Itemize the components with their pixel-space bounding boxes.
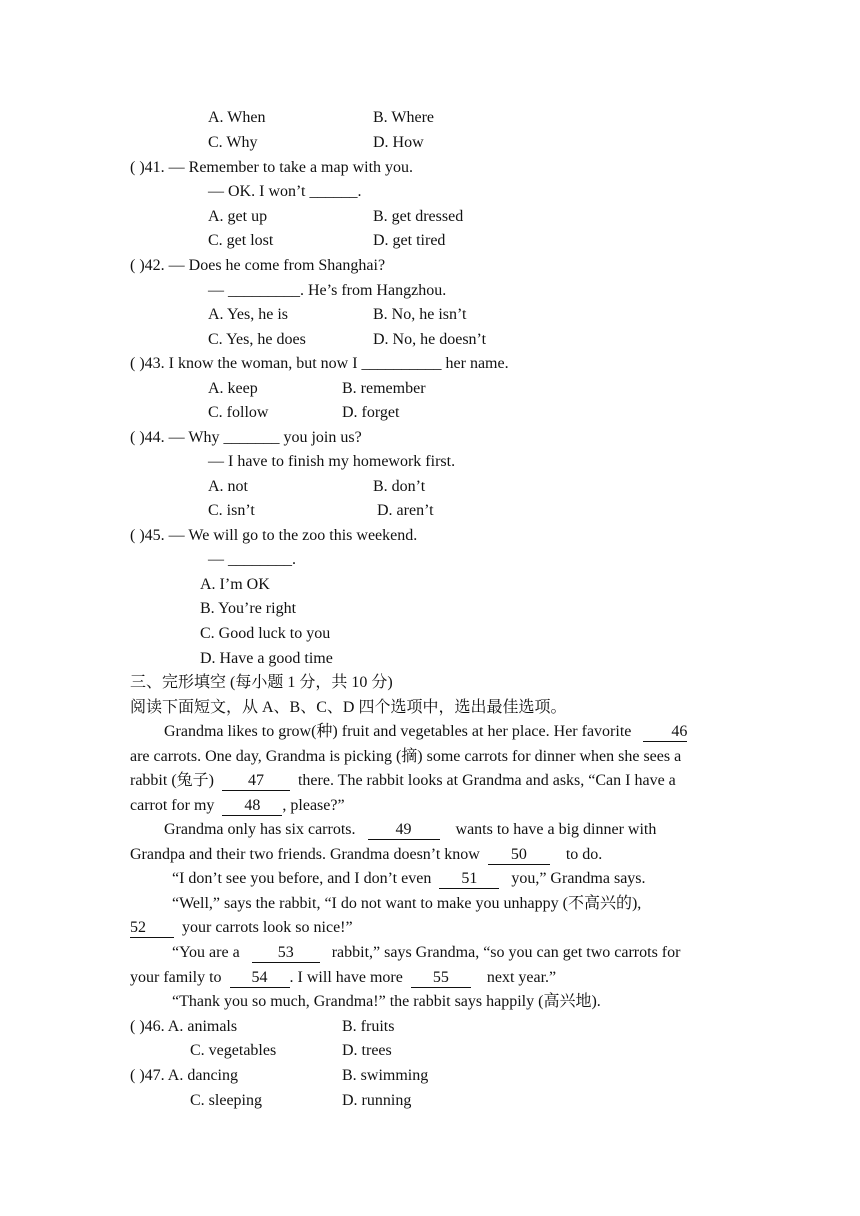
passage-line [164,820,656,840]
blank-54: 54 [230,969,290,988]
option-a: A. animals [167,1018,238,1035]
blank-46: 46 [643,723,687,742]
question-line: — ________. [208,551,296,568]
passage-line: “Thank you so much, Grandma!” the rabbit says happily (高兴地). [172,993,601,1010]
passage-text: rabbit,” says Grandma, “so you can get two carrots for [331,944,681,961]
passage-text: next year.” [486,969,557,986]
option-b: B. Where [373,109,435,126]
passage-text: , please?” [282,797,345,814]
passage-text: Grandma likes to grow(种) fruit and vegetables at her place. Her favorite [164,723,632,740]
option-c: C. Yes, he does [208,331,306,348]
question-number: ( )47. [130,1067,168,1084]
passage-line [130,796,345,816]
section-instruction: 阅读下面短文，从 A、B、C、D 四个选项中，选出最佳选项。 [130,699,567,716]
passage-text: . I will have more [289,969,403,986]
blank-51: 51 [439,870,499,889]
option-b: B. fruits [342,1018,395,1035]
passage-text: “I don’t see you before, and I don’t even [172,870,432,887]
question-number: ( )46. [130,1018,168,1035]
passage-text: carrot for my [130,797,215,814]
blank-50: 50 [488,846,550,865]
option-c: C. vegetables [190,1042,277,1059]
option-d: D. No, he doesn’t [373,331,487,348]
question-line: — _________. He’s from Hangzhou. [208,282,447,299]
passage-text: your carrots look so nice!” [182,919,353,936]
passage-line [130,845,602,865]
question-number: ( )41. [130,159,169,176]
option-d: D. running [342,1092,412,1109]
question-line: — OK. I won’t ______. [208,183,362,200]
cloze-question-46 [130,1017,237,1037]
passage-text: rabbit (兔子) [130,772,214,789]
option-b: B. No, he isn’t [373,306,467,323]
question-stem: I know the woman, but now I __________ her name. [168,355,509,372]
question-stem: — Does he come from Shanghai? [168,257,386,274]
passage-text: Grandpa and their two friends. Grandma doesn’t know [130,846,480,863]
option-b: B. You’re right [200,600,297,617]
option-c: C. sleeping [190,1092,262,1109]
option-d: D. trees [342,1042,392,1059]
question-41 [130,158,413,178]
passage-line [130,771,676,791]
passage-line [172,869,646,889]
option-d: D. forget [342,404,400,421]
passage-text: to do. [565,846,603,863]
option-c: C. follow [208,404,269,421]
option-b: B. don’t [373,478,426,495]
cloze-question-47 [130,1066,238,1086]
option-c: C. isn’t [208,502,255,519]
option-a: A. dancing [167,1067,238,1084]
question-stem: — Why _______ you join us? [168,429,362,446]
passage-text: “You are a [172,944,240,961]
blank-49: 49 [368,821,440,840]
question-42 [130,256,385,276]
passage-line [172,943,680,963]
option-d: D. get tired [373,232,446,249]
passage-line [130,918,353,938]
question-45 [130,526,417,546]
passage-line [164,722,687,742]
question-number: ( )45. [130,527,169,544]
option-a: A. keep [208,380,258,397]
passage-line [130,968,556,988]
question-number: ( )44. [130,429,169,446]
option-c: C. Why [208,134,258,151]
passage-text: Grandma only has six carrots. [164,821,356,838]
question-number: ( )42. [130,257,169,274]
option-d: D. Have a good time [200,650,333,667]
passage-text: you,” Grandma says. [511,870,646,887]
section-title: 三、完形填空 (每小题 1 分，共 10 分) [130,674,393,691]
option-d: D. aren’t [377,502,434,519]
question-43 [130,354,509,374]
option-a: A. get up [208,208,268,225]
option-a: A. Yes, he is [208,306,289,323]
passage-line: are carrots. One day, Grandma is picking (摘) some carrots for dinner when she sees a [130,748,682,765]
option-c: C. Good luck to you [200,625,331,642]
option-a: A. not [208,478,248,495]
question-44 [130,428,362,448]
passage-text: wants to have a big dinner with [455,821,657,838]
option-a: A. I’m OK [200,576,270,593]
option-b: B. get dressed [373,208,464,225]
question-stem: — We will go to the zoo this weekend. [168,527,418,544]
option-c: C. get lost [208,232,274,249]
option-b: B. remember [342,380,426,397]
blank-48: 48 [222,797,282,816]
question-stem: — Remember to take a map with you. [168,159,414,176]
passage-text: there. The rabbit looks at Grandma and asks, “Can I have a [297,772,676,789]
passage-line: “Well,” says the rabbit, “I do not want to make you unhappy (不高兴的), [172,895,642,912]
blank-47: 47 [222,772,290,791]
question-number: ( )43. [130,355,169,372]
blank-55: 55 [411,969,471,988]
question-line: — I have to finish my homework first. [208,453,456,470]
option-d: D. How [373,134,424,151]
blank-52: 52 [130,919,174,938]
option-a: A. When [208,109,266,126]
blank-53: 53 [252,944,320,963]
option-b: B. swimming [342,1067,429,1084]
passage-text: your family to [130,969,222,986]
